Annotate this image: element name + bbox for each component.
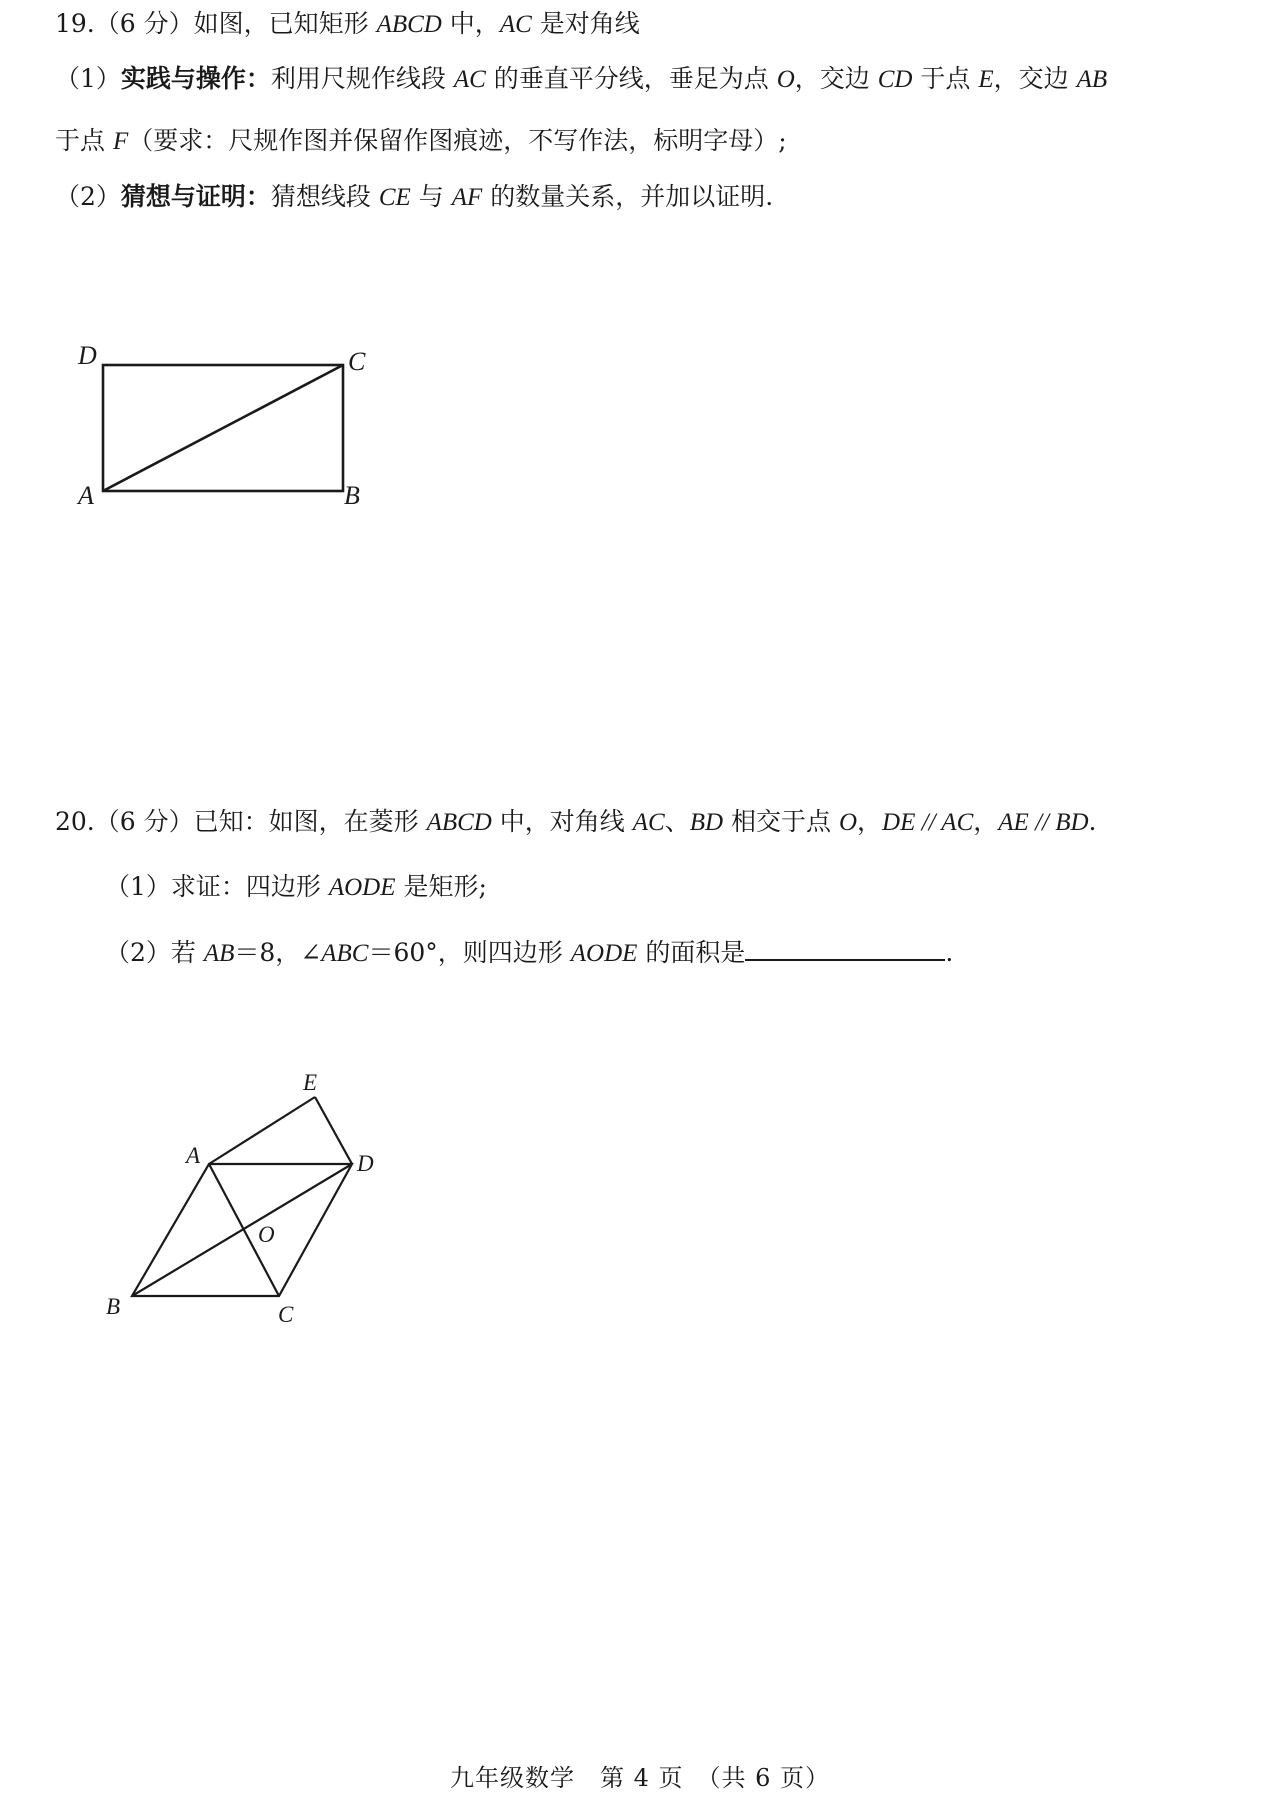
q19-part2-number: （2） (55, 182, 121, 211)
q19-part2-text: 与 (410, 182, 452, 211)
q19-part1-number: （1） (55, 64, 121, 93)
q19-part2-title: 猜想与证明： (120, 182, 271, 211)
q20-diagonal-bd (132, 1164, 352, 1296)
q19-part1-text: 于点 (55, 126, 113, 155)
q20-number: 20. (55, 807, 95, 836)
q20-stem-text: 、 (664, 807, 690, 836)
q20-part2-text: ＝60°，则四边形 (368, 938, 571, 967)
q19-part1-f: F (112, 128, 129, 155)
q20-part1-text: 是矩形; (395, 872, 487, 901)
q20-label-o: O (258, 1222, 275, 1247)
q19-part1-text: ，交边 (794, 64, 878, 93)
q20-stem-text: . (1088, 807, 1097, 836)
q20-label-a: A (186, 1143, 201, 1168)
q19-part1-text: 于点 (912, 64, 979, 93)
q19-label-a: A (78, 481, 94, 510)
q20-part2-angle: ∠ABC (300, 940, 369, 967)
q19-stem-text: 如图，已知矩形 (193, 9, 377, 38)
q20-part2-ab: AB (203, 940, 235, 967)
q20-stem-ae-bd: AE // BD (998, 809, 1089, 836)
q19-label-d: D (78, 341, 97, 370)
q20-label-d: D (357, 1151, 374, 1176)
q19-part2-af: AF (451, 184, 483, 211)
q20-stem-de-ac: DE // AC (882, 809, 974, 836)
q19-label-c: C (348, 347, 366, 376)
q19-part2-text: 猜想线段 (270, 182, 379, 211)
q19-label-b: B (344, 481, 360, 510)
q19-stem-text: 是对角线 (531, 9, 640, 38)
q20-stem-text: 中，对角线 (491, 807, 633, 836)
q19-part1-text: 利用尺规作线段 (270, 64, 454, 93)
q20-stem-text: 已知：如图，在菱形 (193, 807, 427, 836)
q19-part1-o: O (776, 66, 795, 93)
q19-part2-ce: CE (378, 184, 411, 211)
q19-part1-title: 实践与操作： (120, 64, 271, 93)
q20-points: （6 分） (94, 807, 194, 836)
q19-stem-diag: AC (499, 11, 532, 38)
q19-part1-ab: AB (1076, 66, 1108, 93)
q20-stem-bd: BD (689, 809, 724, 836)
q20-stem-text: ， (857, 807, 883, 836)
q19-part1-cd: CD (877, 66, 913, 93)
q19-part1-seg: AC (453, 66, 486, 93)
q19-part1-text: （要求：尺规作图并保留作图痕迹，不写作法，标明字母）; (128, 126, 787, 155)
q19-part1-text: ，交边 (993, 64, 1077, 93)
q20-stem-text: 相交于点 (723, 807, 839, 836)
q20-segment-ed (315, 1097, 352, 1164)
q20-part2-text: 的面积是 (637, 938, 746, 967)
q20-label-e: E (303, 1070, 318, 1095)
q20-part2-number: （2） (105, 938, 171, 967)
q20-part2-quad: AODE (570, 940, 638, 967)
q19-part1-e: E (978, 66, 994, 93)
q20-stem-o: O (838, 809, 858, 836)
q20-part2-text: 若 (170, 938, 204, 967)
q20-part2-text: ＝8， (234, 938, 301, 967)
q20-part1-number: （1） (105, 872, 171, 901)
q19-stem-text: 中， (441, 9, 500, 38)
q20-stem-ac: AC (632, 809, 665, 836)
q19-part2-text: 的数量关系，并加以证明. (482, 182, 774, 211)
q20-label-c: C (278, 1302, 294, 1327)
q20-part1-quad: AODE (328, 874, 396, 901)
q20-part1-text: 求证：四边形 (170, 872, 329, 901)
q20-stem-text: ， (973, 807, 999, 836)
q20-part2-end: . (945, 938, 954, 967)
page-footer: 九年级数学 第 4 页 （共 6 页） (449, 1764, 831, 1792)
q20-label-b: B (106, 1294, 121, 1319)
q19-number: 19. (55, 9, 95, 38)
q20-segment-ae (209, 1097, 315, 1164)
q19-points: （6 分） (94, 9, 194, 38)
q19-stem-rect: ABCD (376, 11, 442, 38)
q19-part1-text: 的垂直平分线，垂足为点 (485, 64, 777, 93)
q20-stem-rhombus: ABCD (426, 809, 492, 836)
